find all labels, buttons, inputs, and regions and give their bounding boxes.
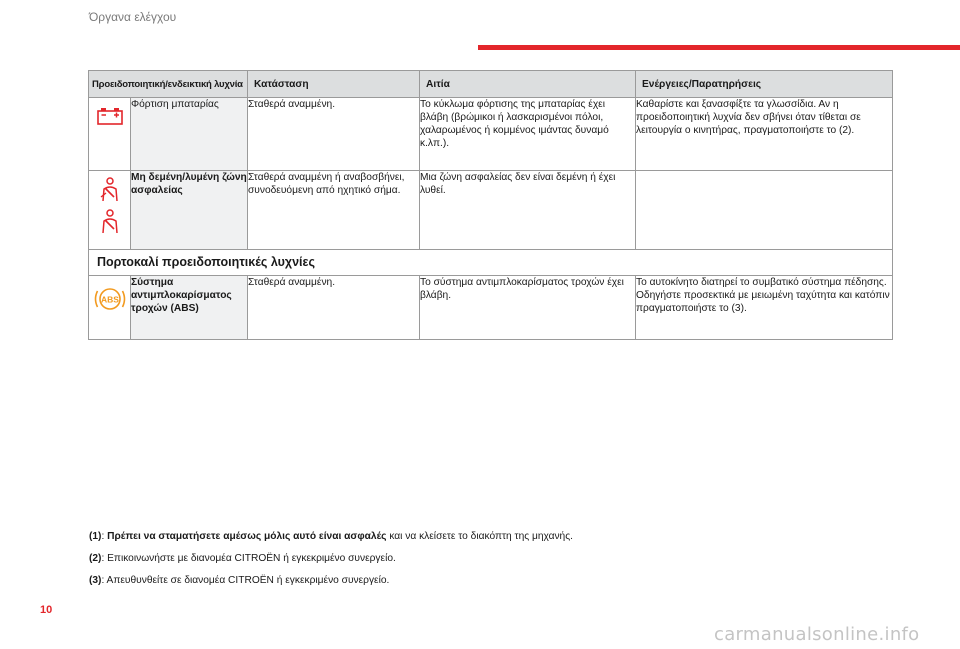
table-header-row — [89, 71, 893, 98]
footnote-bold: Πρέπει να σταματήσετε αμέσως μόλις αυτό είναι ασφαλές — [107, 531, 387, 542]
lamp-action: Καθαρίστε και ξανασφίξτε τα γλωσσίδια. Αν η προειδοποιητική λυχνία δεν σβήνει όταν τίθεται σε λειτουργία ο κινητήρας, πραγματοποιήστε το (2). — [636, 98, 893, 171]
footnote-ref: (1) — [89, 531, 102, 542]
footnote-3 — [89, 574, 389, 587]
table-row — [89, 276, 893, 340]
footnote-text: : Επικοινωνήστε με διανομέα CITROËN ή εγκεκριμένο συνεργείο. — [101, 553, 396, 564]
column-header-cause: Αιτία — [420, 71, 636, 98]
abs-icon — [93, 284, 127, 318]
lamp-action-line: Το αυτοκίνητο διατηρεί το συμβατικό σύστημα πέδησης. — [636, 277, 887, 288]
seatbelt-icon — [97, 177, 123, 207]
footnote-text: και να κλείσετε το διακόπτη της μηχανής. — [386, 531, 573, 542]
page-number: 10 — [40, 604, 53, 616]
section-title: Όργανα ελέγχου — [89, 10, 177, 24]
footnote-ref: (3) — [89, 575, 102, 586]
footnote-2 — [89, 552, 396, 565]
accent-bar — [478, 45, 960, 50]
lamp-name: Φόρτιση μπαταρίας — [131, 98, 248, 171]
icon-cell — [89, 98, 131, 171]
seatbelt-icon — [97, 209, 123, 239]
column-header-state: Κατάσταση — [248, 71, 420, 98]
lamp-action — [636, 171, 893, 250]
abs-icon-label: ABS — [100, 294, 119, 305]
footnote-text: : Απευθυνθείτε σε διανομέα CITROËN ή εγκεκριμένο συνεργείο. — [101, 575, 390, 586]
lamp-state: Σταθερά αναμμένη. — [248, 276, 420, 340]
lamp-cause: Το σύστημα αντιμπλοκαρίσματος τροχών έχει βλάβη. — [420, 276, 636, 340]
lamp-state: Σταθερά αναμμένη. — [248, 98, 420, 171]
warning-lamps-table — [88, 70, 893, 340]
lamp-name: Μη δεμένη/λυμένη ζώνη ασφαλείας — [131, 171, 248, 250]
footnote-1: (1): Πρέπει να σταματήσετε αμέσως μόλις αυτό είναι ασφαλές και να κλείσετε το διακόπτη της μηχανής. — [89, 531, 573, 542]
icon-cell — [89, 276, 131, 340]
table-row — [89, 171, 893, 250]
icon-cell — [89, 171, 131, 250]
lamp-name: Σύστημα αντιμπλοκαρίσματος τροχών (ABS) — [131, 276, 248, 340]
table-row — [89, 98, 893, 171]
lamp-state: Σταθερά αναμμένη ή αναβοσβήνει, συνοδευόμενη από ηχητικό σήμα. — [248, 171, 420, 250]
lamp-cause: Μια ζώνη ασφαλείας δεν είναι δεμένη ή έχει λυθεί. — [420, 171, 636, 250]
footnote-ref: (2) — [89, 553, 102, 564]
watermark: carmanualsonline.info — [714, 624, 920, 645]
section-heading: Πορτοκαλί προειδοποιητικές λυχνίες — [89, 250, 893, 276]
lamp-cause: Το κύκλωμα φόρτισης της μπαταρίας έχει βλάβη (βρώμικοι ή λασκαρισμένοι πόλοι, χαλαρωμένος ή κομμένος ιμάντας δυναμό κ.λπ.). — [420, 98, 636, 171]
section-row — [89, 250, 893, 276]
battery-icon — [95, 106, 125, 130]
column-header-lamp: Προειδοποιητική/ενδεικτική λυχνία — [89, 71, 248, 98]
column-header-action: Ενέργειες/Παρατηρήσεις — [636, 71, 893, 98]
lamp-action — [636, 276, 893, 340]
lamp-action-line: Οδηγήστε προσεκτικά με μειωμένη ταχύτητα και κατόπιν πραγματοποιήστε το (3). — [636, 290, 890, 314]
